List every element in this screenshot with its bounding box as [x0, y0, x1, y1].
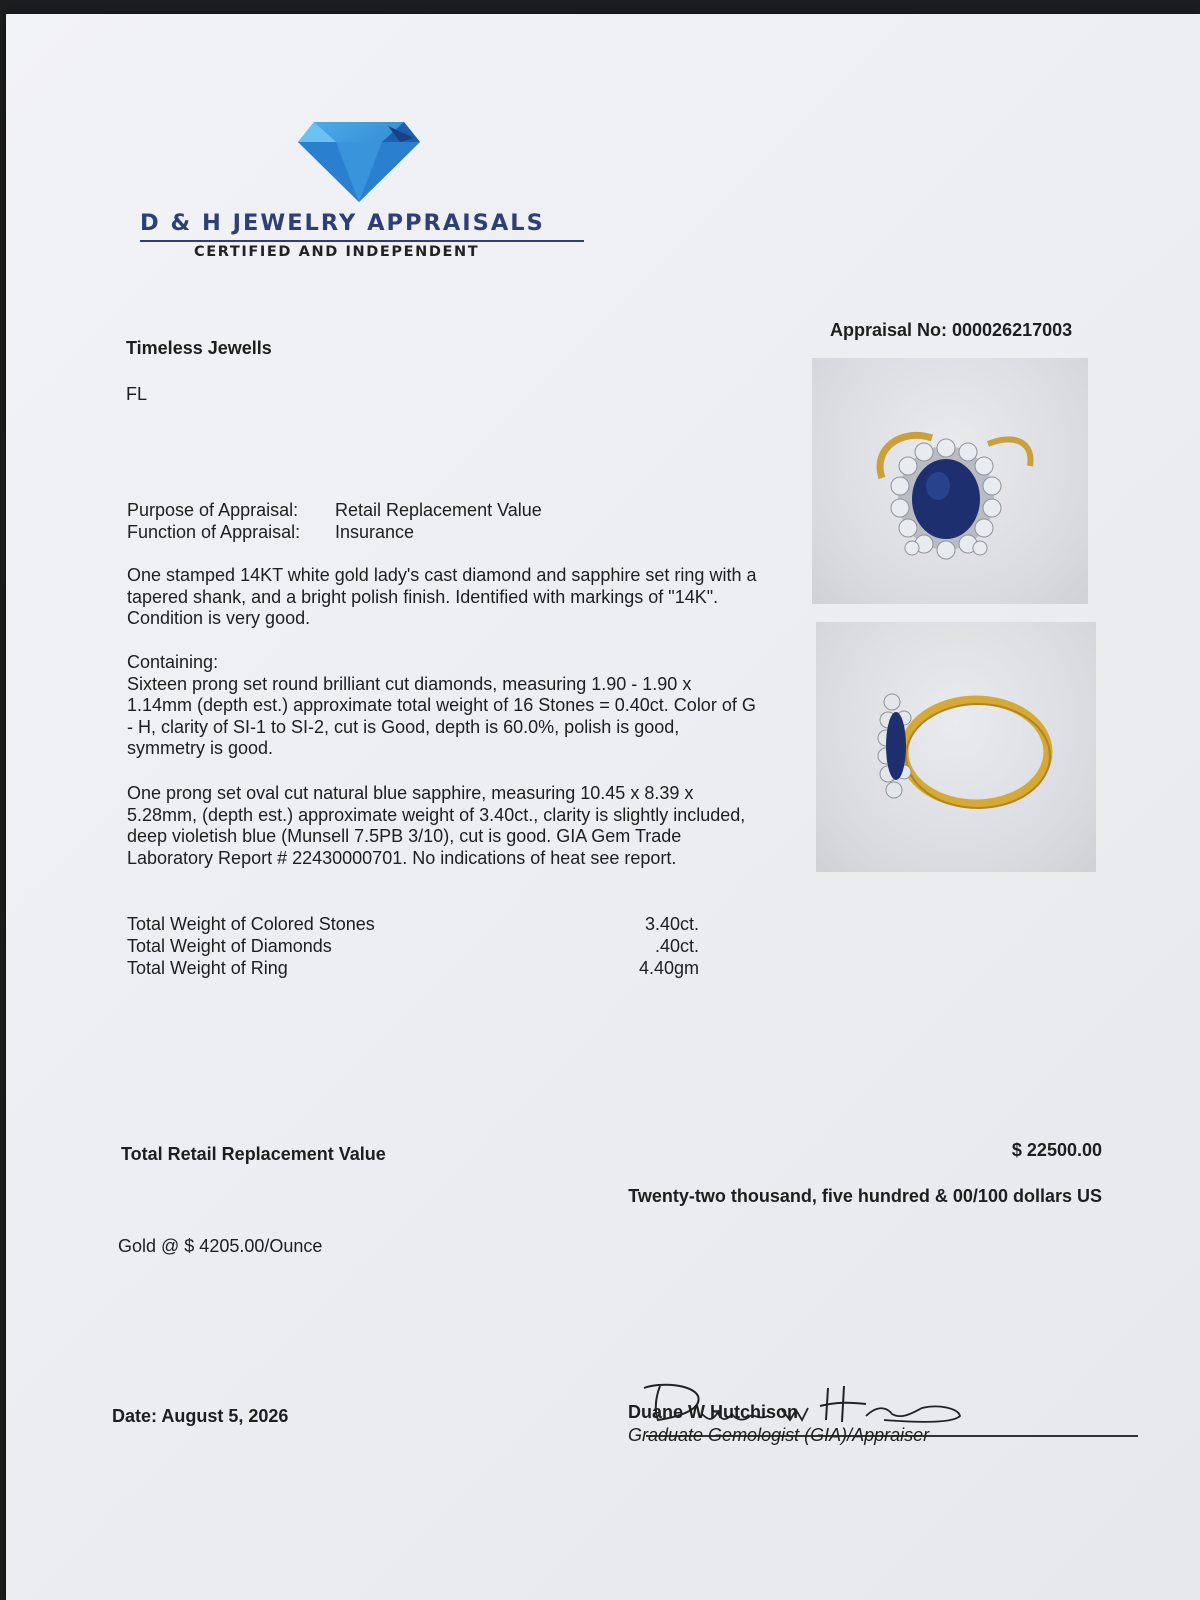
appraisal-sheet	[6, 14, 1200, 1600]
diamond-logo-icon	[296, 120, 422, 202]
diamonds-line: - H, clarity of SI-1 to SI-2, cut is Good, depth is 60.0%, polish is good,	[127, 716, 680, 737]
sapphire-line: deep violetish blue (Munsell 7.5PB 3/10), cut is good. GIA Gem Trade	[127, 826, 682, 846]
diamonds-description	[127, 652, 756, 760]
company-name: D & H JEWELRY APPRAISALS	[140, 210, 545, 236]
ring-description	[127, 565, 756, 630]
client-state: FL	[126, 384, 148, 404]
client-name: Timeless Jewells	[126, 338, 272, 358]
total-value-amount: $ 22500.00	[1011, 1140, 1102, 1160]
description-line: One stamped 14KT white gold lady's cast diamond and sapphire set ring with a	[127, 565, 757, 585]
total-value-words: Twenty-two thousand, five hundred & 00/100 dollars US	[628, 1186, 1102, 1206]
total-value-label: Total Retail Replacement Value	[121, 1144, 386, 1164]
purpose-label: Purpose of Appraisal:	[127, 500, 299, 520]
diamonds-line: 1.14mm (depth est.) approximate total weight of 16 Stones = 0.40ct. Color of G	[127, 695, 756, 715]
weight-label-ring: Total Weight of Ring	[127, 958, 288, 978]
appraisal-number: Appraisal No: 000026217003	[830, 320, 1073, 340]
weight-label-diamonds: Total Weight of Diamonds	[127, 936, 332, 956]
ring-photo-top	[812, 358, 1088, 604]
weight-value-colored: 3.40ct.	[644, 914, 699, 934]
sapphire-line: Laboratory Report # 22430000701. No indications of heat see report.	[127, 847, 677, 868]
weight-value-ring: 4.40gm	[638, 958, 699, 978]
description-line: Condition is very good.	[127, 608, 311, 628]
purpose-value: Retail Replacement Value	[335, 500, 542, 520]
signer-name: Duane W Hutchison	[628, 1402, 798, 1422]
sapphire-line: One prong set oval cut natural blue sapphire, measuring 10.45 x 8.39 x	[127, 783, 694, 803]
company-tagline: CERTIFIED AND INDEPENDENT	[194, 244, 480, 260]
sapphire-description	[127, 783, 745, 869]
signer-title: Graduate Gemologist (GIA)/Appraiser	[628, 1425, 930, 1445]
description-line: tapered shank, and a bright polish finish. Identified with markings of "14K".	[127, 586, 719, 607]
weight-label-colored: Total Weight of Colored Stones	[127, 914, 375, 934]
sapphire-line: 5.28mm, (depth est.) approximate weight of 3.40ct., clarity is slightly included,	[127, 804, 746, 825]
containing-heading: Containing:	[127, 652, 219, 672]
gold-price: Gold @ $ 4205.00/Ounce	[118, 1236, 323, 1256]
function-label: Function of Appraisal:	[127, 522, 301, 542]
function-value: Insurance	[335, 522, 415, 542]
logo-divider	[140, 240, 584, 242]
appraisal-date: Date: August 5, 2026	[112, 1406, 289, 1426]
ring-photo-side	[816, 622, 1096, 872]
diamonds-line: Sixteen prong set round brilliant cut diamonds, measuring 1.90 - 1.90 x	[127, 673, 692, 694]
diamonds-line: symmetry is good.	[127, 738, 274, 758]
weight-value-diamonds: .40ct.	[654, 936, 699, 956]
